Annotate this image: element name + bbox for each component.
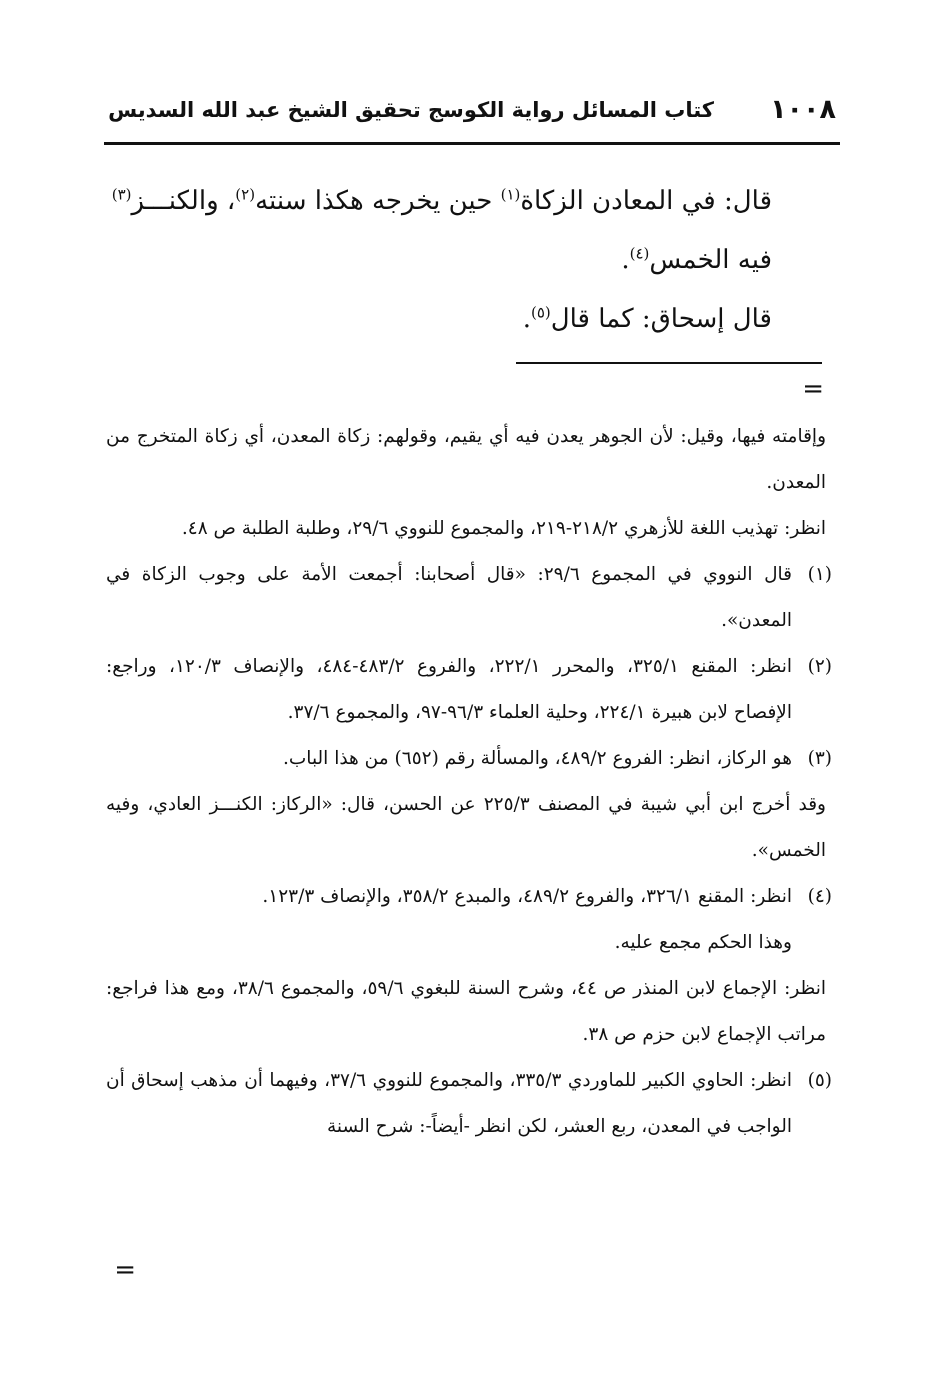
continuation-mark-bottom: = — [114, 1255, 136, 1285]
footnote-4: (٤) انظر: المقنع ٣٢٦/١، والفروع ٤٨٩/٢، والمبدع ٣٥٨/٢، والإنصاف ١٢٣/٣. — [106, 874, 826, 920]
footnote-continuation: وإقامته فيها، وقيل: لأن الجوهر يعدن فيه أي يقيم، وقولهم: زكاة المعدن، أي زكاة المتخرج من المعدن. — [106, 426, 826, 493]
footnote-number: (٢) — [807, 656, 832, 677]
footnote-4-extra: وهذا الحكم مجمع عليه. — [614, 932, 792, 953]
footnote-continuation-ref: انظر: تهذيب اللغة للأزهري ٢١٨/٢-٢١٩، والمجموع للنووي ٢٩/٦، وطلبة الطلبة ص ٤٨. — [181, 518, 826, 539]
footnote-2: (٢) انظر: المقنع ٣٢٥/١، والمحرر ٢٢٢/١، والفروع ٤٨٣/٢-٤٨٤، والإنصاف ١٢٠/٣، وراجع: الإفصاح لابن هبيرة ٢٢٤/١، وحلية العلماء ٩٦/٣-٩٧، والمجموع ٣٧/٦. — [106, 644, 826, 736]
main-line-3: قال إسحاق: كما قال$^{(٥)}$. — [522, 303, 772, 334]
footnote-ref-5: (٥) — [530, 303, 551, 322]
footnote-number: (٥) — [807, 1070, 832, 1091]
footnotes — [106, 414, 832, 1150]
header-rule — [104, 142, 840, 145]
main-text — [111, 172, 772, 349]
footnote-number: (١) — [807, 564, 832, 585]
footnote-3-extra: وقد أخرج ابن أبي شيبة في المصنف ٢٢٥/٣ عن الحسن، قال: «الركاز: الكنـــز العادي، وفيه الخمس». — [106, 794, 826, 861]
main-line-2: فيه الخمس$^{(٤)}$. — [621, 244, 772, 275]
footnote-4-refs: انظر: الإجماع لابن المنذر ص ٤٤، وشرح السنة للبغوي ٥٩/٦، والمجموع ٣٨/٦، ومع هذا فراجع: مراتب الإجماع لابن حزم ص ٣٨. — [106, 978, 826, 1045]
footnote-ref-3: (٣) — [111, 185, 132, 204]
page-header — [106, 92, 838, 132]
continuation-mark-top: = — [802, 374, 824, 404]
footnote-1: (١) قال النووي في المجموع ٢٩/٦: «قال أصحابنا: أجمعت الأمة على وجوب الزكاة في المعدن». — [106, 552, 826, 644]
footnote-ref-1: (١) — [500, 185, 521, 204]
footnote-ref-4: (٤) — [629, 244, 650, 263]
footnote-number: (٤) — [807, 886, 832, 907]
footnote-separator — [516, 362, 822, 364]
footnote-ref-2: (٢) — [235, 185, 256, 204]
running-title: كتاب المسائل رواية الكوسج تحقيق الشيخ عبد الله السديس — [108, 98, 714, 122]
footnote-5: (٥) انظر: الحاوي الكبير للماوردي ٣٣٥/٣، والمجموع للنووي ٣٧/٦، وفيهما أن مذهب إسحاق أن الواجب في المعدن، ربع العشر، لكن انظر -أيضاً-: شرح السنة — [106, 1058, 826, 1150]
page-number: ١٠٠٨ — [770, 94, 836, 125]
footnote-3: (٣) هو الركاز، انظر: الفروع ٤٨٩/٢، والمسألة رقم (٦٥٢) من هذا الباب. — [106, 736, 826, 782]
main-line-1: قال: في المعادن الزكاة$^{(١)}$ حين يخرجه هكذا سنته$^{(٢)}$، والكنـــز$^{(٣)}$ — [111, 185, 772, 216]
footnote-number: (٣) — [807, 748, 832, 769]
